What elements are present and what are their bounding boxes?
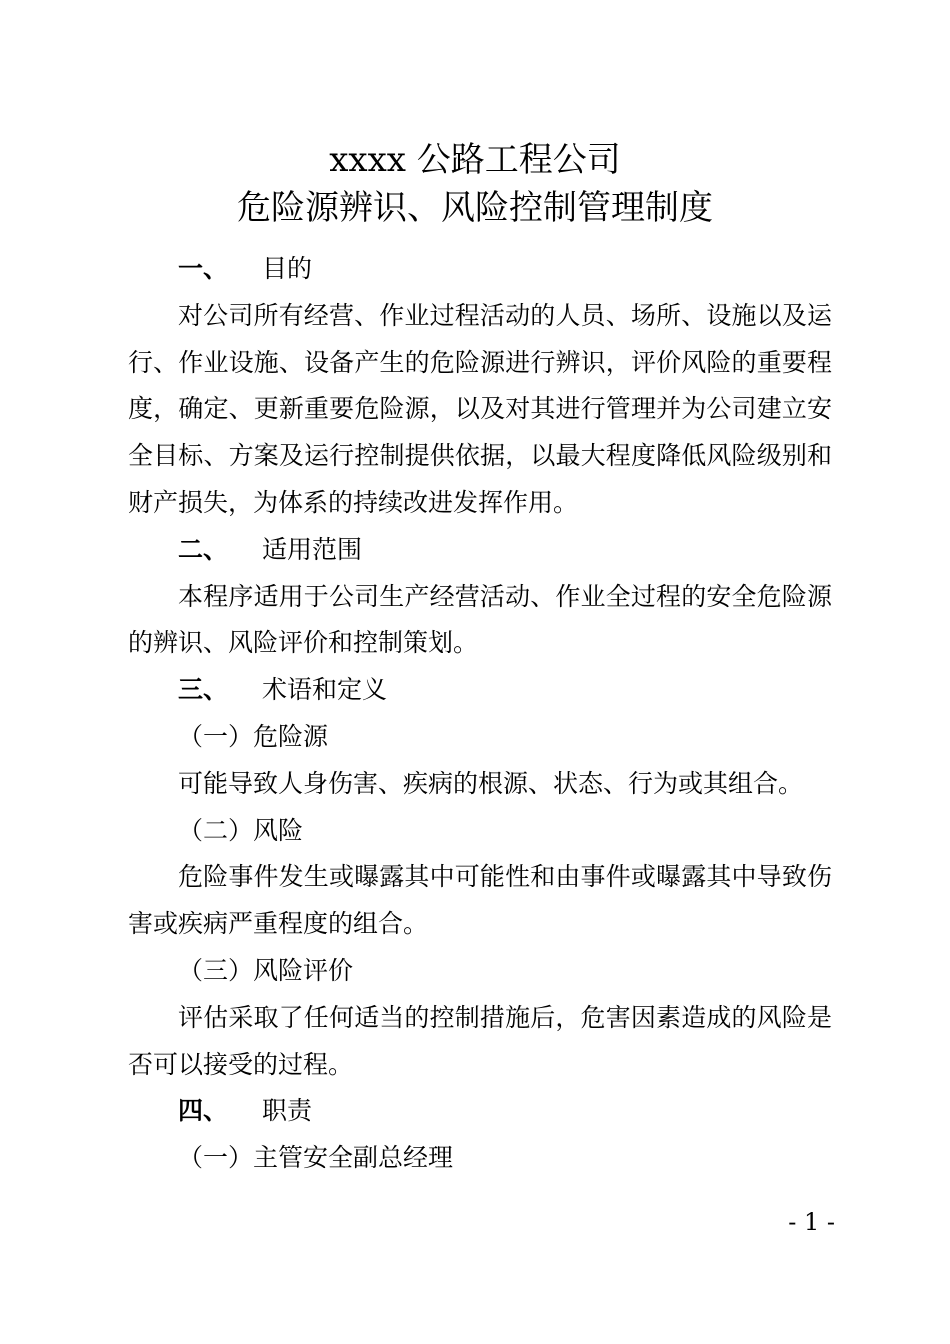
term-label-risk-assessment: （三）风险评价: [178, 955, 354, 985]
term-definition-hazard: 可能导致人身伤害、疾病的根源、状态、行为或其组合。: [178, 768, 804, 798]
section-number: 四、: [178, 1096, 229, 1126]
section-heading-scope: [128, 527, 832, 574]
section-heading-responsibilities: [128, 1088, 832, 1135]
term-label-hazard: （一）危险源: [178, 721, 329, 751]
document-title-company: xxxx 公路工程公司: [329, 140, 621, 180]
subheading-deputy-gm: （一）主管安全副总经理: [178, 1143, 454, 1173]
section-number: 一、: [178, 254, 229, 283]
section-number: 三、: [178, 675, 229, 705]
page-number: - 1 -: [788, 1208, 835, 1236]
section-title: 职责: [262, 1096, 313, 1126]
term-definition-risk-assessment: 评估采取了任何适当的控制措施后，危害因素造成的风险是否可以接受的过程。: [128, 1002, 832, 1079]
term-definition-risk: 危险事件发生或曝露其中可能性和由事件或曝露其中导致伤害或疾病严重程度的组合。: [128, 862, 832, 939]
term-label-risk: （二）风险: [178, 815, 304, 845]
document-title-main: 危险源辨识、风险控制管理制度: [237, 188, 713, 228]
section-title: 目的: [262, 254, 313, 283]
document-body: [128, 246, 832, 1182]
section-heading-purpose: [128, 246, 832, 293]
section-paragraph-scope: 本程序适用于公司生产经营活动、作业全过程的安全危险源的辨识、风险评价和控制策划。: [128, 581, 832, 658]
section-number: 二、: [178, 534, 229, 564]
section-heading-terms: [128, 667, 832, 714]
section-title: 术语和定义: [262, 675, 388, 705]
section-title: 适用范围: [262, 534, 363, 564]
section-paragraph-purpose: 对公司所有经营、作业过程活动的人员、场所、设施以及运行、作业设施、设备产生的危险源进行辨识，评价风险的重要程度，确定、更新重要危险源，以及对其进行管理并为公司建立安全目标、方案及运行控制提供依据，以最大程度降低风险级别和财产损失，为体系的持续改进发挥作用。: [128, 300, 832, 517]
